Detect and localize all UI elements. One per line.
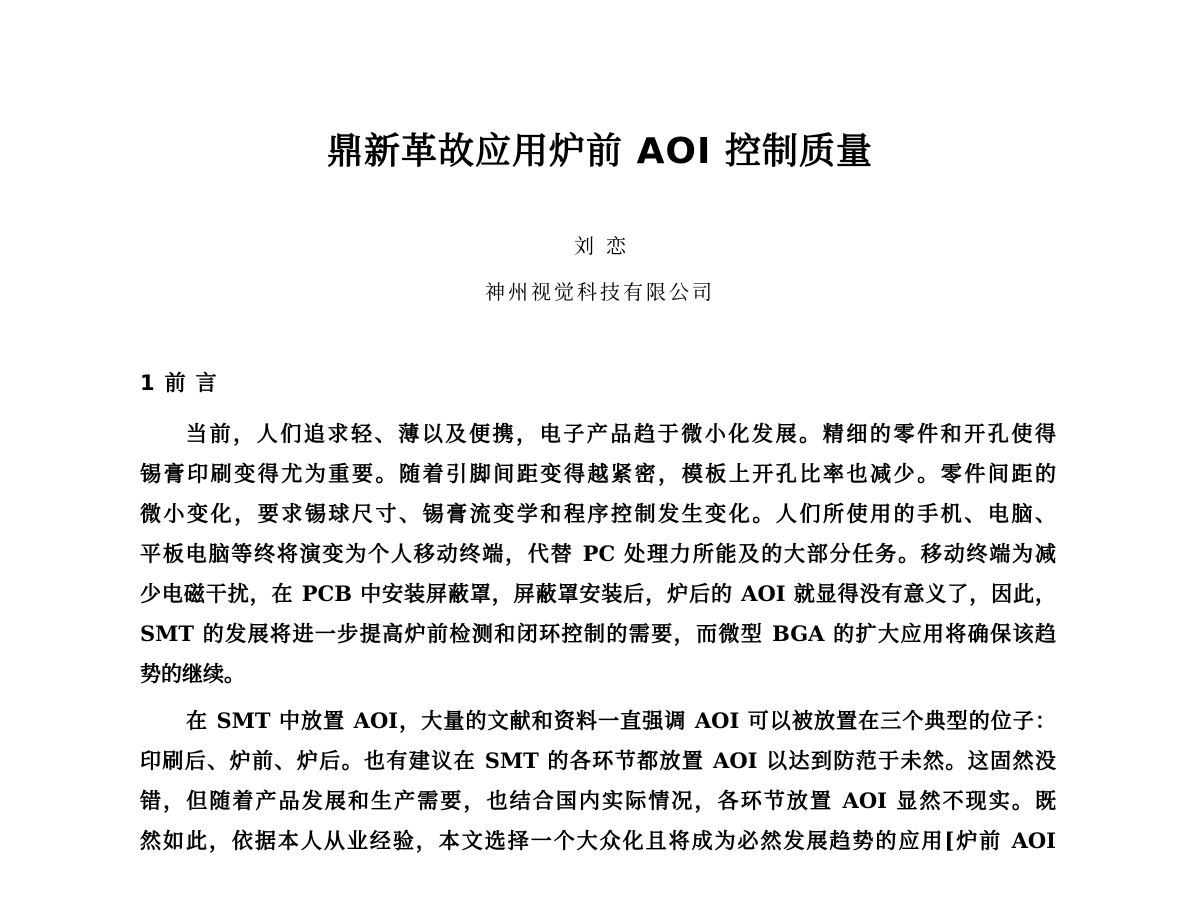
text-line: 在 SMT 中放置 AOI，大量的文献和资料一直强调 AOI 可以被放置在三个典型的位子： xyxy=(186,708,1056,733)
text-line: 势的继续。 xyxy=(140,661,245,686)
text-line: 平板电脑等终将演变为个人移动终端，代替 PC 处理力所能及的大部分任务。移动终端为减 xyxy=(140,541,1056,566)
paragraph-2 xyxy=(140,701,1056,861)
text-line: 印刷后、炉前、炉后。也有建议在 SMT 的各环节都放置 AOI 以达到防范于未然。这固然没 xyxy=(140,748,1056,773)
paragraph-1 xyxy=(140,414,1056,694)
section-title: 前言 xyxy=(164,371,227,395)
section-heading xyxy=(140,368,227,398)
paragraph-gap xyxy=(140,694,1056,701)
text-line: 错，但随着产品发展和生产需要，也结合国内实际情况，各环节放置 AOI 显然不现实。既 xyxy=(140,788,1056,813)
text-line: 少电磁干扰，在 PCB 中安装屏蔽罩，屏蔽罩安装后，炉后的 AOI 就显得没有意义了，因此， xyxy=(140,581,1056,606)
text-line: 微小变化，要求锡球尺寸、锡膏流变学和程序控制发生变化。人们所使用的手机、电脑、 xyxy=(140,501,1056,526)
author-name: 刘恋 xyxy=(574,234,638,258)
section-number: 1 xyxy=(140,371,155,395)
page-title: 鼎新革故应用炉前 AOI 控制质量 xyxy=(327,131,873,172)
text-line: 当前，人们追求轻、薄以及便携，电子产品趋于微小化发展。精细的零件和开孔使得 xyxy=(186,421,1056,446)
text-line: 然如此，依据本人从业经验，本文选择一个大众化且将成为必然发展趋势的应用[炉前 AOI xyxy=(140,828,1056,853)
text-line: SMT 的发展将进一步提高炉前检测和闭环控制的需要，而微型 BGA 的扩大应用将确保该趋 xyxy=(140,621,1056,646)
body-text xyxy=(140,414,1056,861)
text-line: 锡膏印刷变得尤为重要。随着引脚间距变得越紧密，模板上开孔比率也减少。零件间距的 xyxy=(140,461,1056,486)
author-affiliation: 神州视觉科技有限公司 xyxy=(485,280,715,304)
